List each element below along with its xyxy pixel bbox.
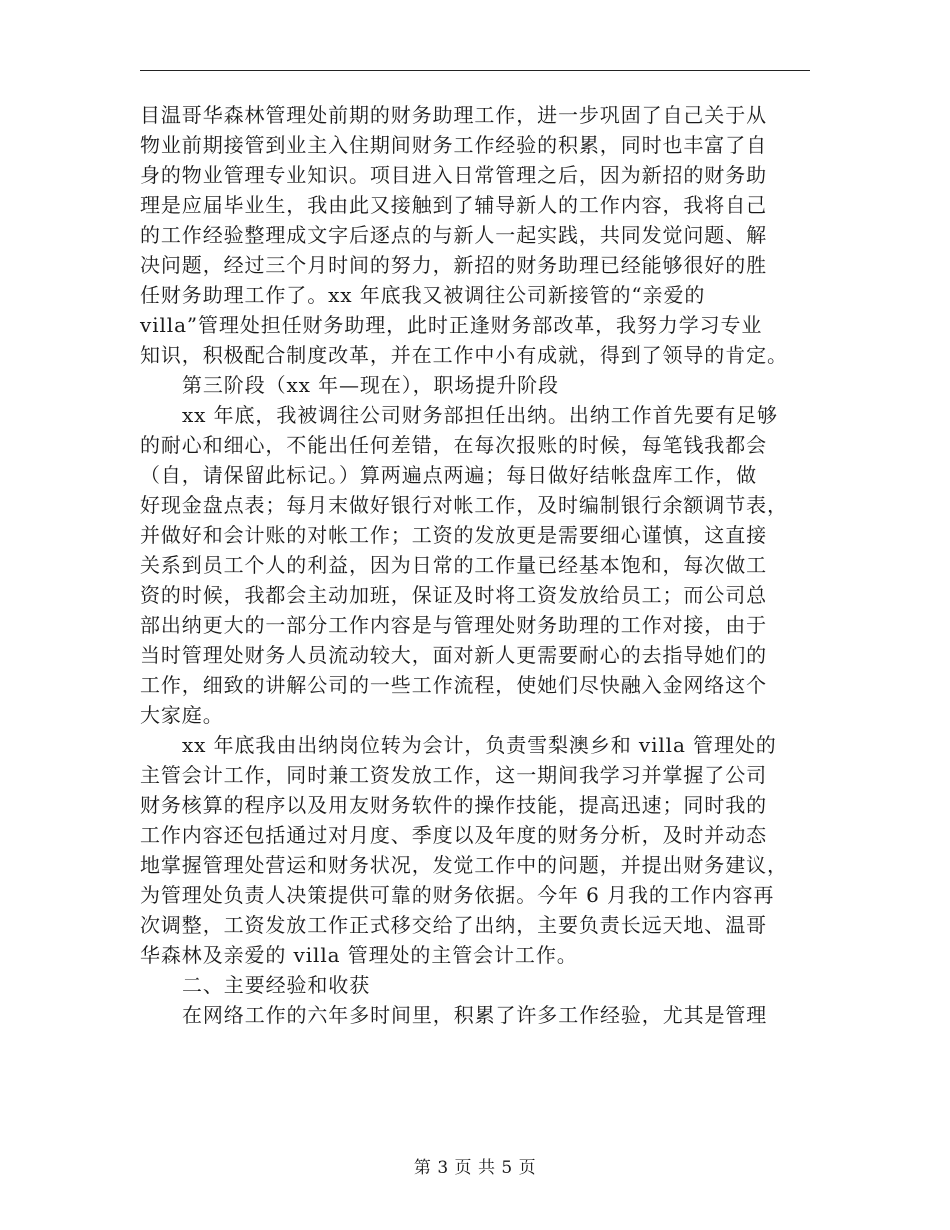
body-line: villa”管理处担任财务助理，此时正逢财务部改革，我努力学习专业 [140, 313, 763, 337]
body-line: 为管理处负责人决策提供可靠的财务依据。今年 6 月我的工作内容再 [140, 883, 775, 907]
body-line: 的工作经验整理成文字后逐点的与新人一起实践，共同发觉问题、解 [140, 223, 767, 247]
body-line: 当时管理处财务人员流动较大，面对新人更需要耐心的去指导她们的 [140, 643, 767, 667]
body-line: 决问题，经过三个月时间的努力，新招的财务助理已经能够很好的胜 [140, 253, 767, 277]
body-line: 目温哥华森林管理处前期的财务助理工作，进一步巩固了自己关于从 [140, 103, 767, 127]
body-line: 在网络工作的六年多时间里，积累了许多工作经验，尤其是管理 [182, 1003, 768, 1027]
body-line: xx 年底，我被调往公司财务部担任出纳。出纳工作首先要有足够 [182, 403, 778, 427]
body-line: 任财务助理工作了。xx 年底我又被调往公司新接管的“亲爱的 [140, 283, 706, 307]
body-line: 部出纳更大的一部分工作内容是与管理处财务助理的工作对接，由于 [140, 613, 767, 637]
body-line: 知识，积极配合制度改革，并在工作中小有成就，得到了领导的肯定。 [140, 343, 788, 367]
section-heading: 二、主要经验和收获 [182, 973, 371, 997]
page-number: 第 3 页 共 5 页 [413, 1158, 537, 1178]
body-line: 理是应届毕业生，我由此又接触到了辅导新人的工作内容，我将自己 [140, 193, 767, 217]
body-line: 工作，细致的讲解公司的一些工作流程，使她们尽快融入金网络这个 [140, 673, 767, 697]
body-line: 次调整，工资发放工作正式移交给了出纳，主要负责长远天地、温哥 [140, 913, 767, 937]
body-line: 物业前期接管到业主入住期间财务工作经验的积累，同时也丰富了自 [140, 133, 767, 157]
body-line: 资的时候，我都会主动加班，保证及时将工资发放给员工；而公司总 [140, 583, 767, 607]
header-rule [140, 70, 810, 71]
body-line: 财务核算的程序以及用友财务软件的操作技能，提高迅速；同时我的 [140, 793, 767, 817]
body-line: 大家庭。 [140, 703, 224, 727]
body-line: 身的物业管理专业知识。项目进入日常管理之后，因为新招的财务助 [140, 163, 767, 187]
body-line: （自，请保留此标记。）算两遍点两遍；每日做好结帐盘库工作，做 [140, 463, 757, 487]
body-line: 地掌握管理处营运和财务状况，发觉工作中的问题，并提出财务建议， [140, 853, 788, 877]
body-line: 好现金盘点表；每月末做好银行对帐工作，及时编制银行余额调节表， [140, 493, 788, 517]
body-line: xx 年底我由出纳岗位转为会计，负责雪梨澳乡和 villa 管理处的 [182, 733, 777, 757]
body-line: 主管会计工作，同时兼工资发放工作，这一期间我学习并掌握了公司 [140, 763, 767, 787]
section-heading: 第三阶段（xx 年—现在），职场提升阶段 [182, 373, 559, 397]
body-line: 并做好和会计账的对帐工作；工资的发放更是需要细心谨慎，这直接 [140, 523, 767, 547]
body-line: 工作内容还包括通过对月度、季度以及年度的财务分析，及时并动态 [140, 823, 767, 847]
body-line: 华森林及亲爱的 villa 管理处的主管会计工作。 [140, 943, 578, 967]
document-body [140, 100, 810, 1030]
body-line: 的耐心和细心，不能出任何差错，在每次报账的时候，每笔钱我都会 [140, 433, 767, 457]
body-line: 关系到员工个人的利益，因为日常的工作量已经基本饱和，每次做工 [140, 553, 767, 577]
